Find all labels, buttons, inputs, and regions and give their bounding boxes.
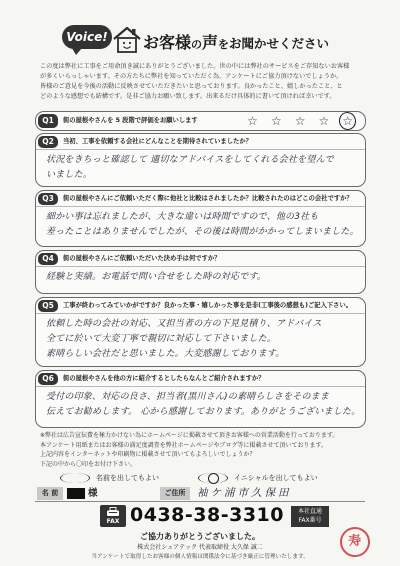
house-icon — [112, 25, 142, 54]
question-4-box — [35, 250, 366, 294]
question-text: 街の屋根やさんを他の方に紹介するとしたらなんとご紹介されますか？ — [63, 375, 265, 382]
publication-notice — [40, 431, 364, 469]
fax-note — [291, 506, 329, 527]
redacted-name — [67, 488, 85, 499]
question-label: Q5 — [38, 300, 58, 312]
consent-label: イニシャルを出してもよい — [234, 474, 318, 482]
answer-line: 差ったことはありませんでしたが、その後は時間がかかってしまいました。 — [46, 227, 359, 237]
intro-line: が多くいらっしゃいます。その方たちに弊社を知っていただく為、アンケートにご協力頂けないでしょうか。 — [40, 73, 343, 80]
answer-line: 経験と実績。お電話で問い合せをした時の対応です。 — [46, 272, 267, 282]
consent-checkbox — [60, 473, 90, 483]
name-label: 名 前 — [37, 487, 63, 500]
fax-label-box — [100, 505, 126, 527]
notice-line: 上記内容をインターネットや印刷物に掲載させて頂いてもよろしいでしょうか？ — [40, 451, 256, 458]
title-part: の — [191, 38, 203, 51]
consent-checkbox — [198, 473, 228, 483]
privacy-note: 当アンケートで取得したお客様の個人情報は関係法令に基づき厳正に管理いたします。 — [91, 554, 309, 560]
fax-icon — [106, 507, 120, 517]
address-value: 袖ケ浦市久保田 — [197, 487, 292, 499]
question-text: 街の屋根やさんにご依頼いただいた決め手は何ですか？ — [63, 255, 221, 262]
answer-line: 全てに於いて大変丁寧で親切に対応して下さいました。 — [46, 334, 277, 344]
question-3-box — [35, 190, 366, 247]
star-outline-icon — [342, 113, 353, 129]
answer-line: 受付の印象、対応の良さ、担当者(黒川さん)の素晴らしさをそのまま — [46, 392, 330, 402]
fax-note-line: FAX番号 — [298, 517, 322, 524]
question-text: 工事が終わってみていかがですか？良かった事・嬉しかった事を是非(工事後の感想も)ご記入下さい。 — [63, 302, 353, 309]
voice-badge — [62, 25, 112, 49]
intro-paragraph — [40, 62, 364, 102]
consent-option-name — [60, 472, 159, 484]
question-label: Q1 — [38, 114, 58, 128]
address-label: ご住所 — [160, 487, 190, 500]
answer-line: 細かい事は忘れましたが、大きな違いは時間ですので、他の3社も — [46, 212, 319, 222]
fax-label: FAX — [106, 518, 120, 525]
page-title — [143, 30, 329, 56]
answer-line: 依頼した時の会社の対応、又担当者の方の下見見積り、アドバイス — [46, 319, 322, 329]
answer-line: いました。 — [46, 170, 93, 180]
answer-line: 素晴らしい会社だと思いました。大変感謝しております。 — [46, 349, 285, 359]
answer-line: 状況をきちっと確認して 適切なアドバイスをしてくれる会社を望んで — [46, 155, 334, 165]
question-5-box — [35, 297, 366, 367]
handwritten-answer — [46, 390, 360, 420]
notice-line: 下記の中から〇印をお付け下さい。 — [40, 460, 137, 468]
customer-row — [35, 486, 365, 502]
question-label: Q3 — [38, 193, 58, 205]
red-seal-stamp: 寿 — [338, 525, 372, 559]
star-rating — [247, 113, 353, 129]
question-6-box — [35, 370, 366, 428]
consent-label: 名前を出してもよい — [96, 474, 159, 482]
question-text: 当初、工事を依頼する会社にどんなことを期待されていましたか？ — [63, 138, 252, 145]
star-outline-icon — [318, 113, 329, 129]
fax-note-line: 本社直通 — [297, 508, 322, 515]
title-part: 声 — [202, 33, 219, 52]
title-part: お聞かせください — [229, 36, 330, 51]
handwritten-answer — [46, 317, 322, 362]
honorific: 様 — [88, 488, 98, 499]
question-label: Q4 — [38, 253, 58, 265]
intro-line: 皆様のご意見を今後の活動に反映させていただきたいと思っております。良かったこと、嬉しかったこと、と — [40, 83, 343, 90]
intro-line: この度は弊社に工事をご用命頂き誠にありがとうございました。世の中には弊社のサービスをご存知ないお客様 — [40, 63, 350, 70]
question-2-box — [35, 133, 366, 187]
handwritten-answer — [46, 210, 359, 240]
notice-line: ※弊社は広告宣伝費を極力かけない為にホームページに掲載させて頂きお客様への営業活動を行っております。 — [40, 432, 339, 439]
handwritten-answer — [46, 153, 334, 183]
title-part: を — [218, 38, 230, 51]
company-signature: 株式会社シェアテック 代表取締役 大久保 誠二 — [137, 544, 263, 551]
question-text: 街の屋根やさんにご依頼いただく際に他社と比較はされましたか？比較されたのはどこの会社ですか？ — [63, 195, 353, 202]
star-outline-icon — [295, 113, 306, 129]
fax-number: 0438-38-3310 — [130, 504, 284, 526]
voice-badge-text: Voice! — [66, 30, 108, 44]
question-label: Q6 — [38, 373, 58, 385]
star-outline-icon — [247, 113, 258, 129]
thanks-message: ご協力ありがとうございました。 — [140, 532, 260, 541]
notice-line: 本アンケート用紙またはお客様の満足度調査を弊社ホームページやブログ等に掲載させて頂いております。 — [40, 441, 328, 449]
question-1-box — [35, 111, 366, 131]
consent-option-initials — [198, 472, 318, 484]
title-part: お客様 — [143, 33, 192, 52]
question-text: 街の屋根やさんを 5 段階で評価をお願いします — [63, 117, 198, 124]
answer-line: 伝えてお勧めします。 心から感謝しております。ありがとうございました。 — [46, 407, 361, 417]
star-outline-icon — [271, 113, 282, 129]
handwritten-answer — [46, 270, 266, 285]
intro-line: どのような感想でも結構です。是非ご協力お願い致します。出来るだけ具体的に書いて頂ければ幸いです。 — [40, 93, 336, 100]
question-label: Q2 — [38, 136, 58, 148]
